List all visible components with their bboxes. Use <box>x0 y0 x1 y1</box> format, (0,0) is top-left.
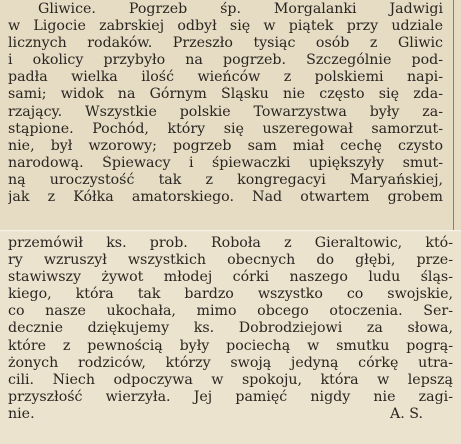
text-line: przemówił ks. prob. Roboła z Gieraltowic, któ- <box>8 235 453 251</box>
text-line: przyszłość wierzyła. Jej pamięć nigdy nie zagi- <box>8 388 453 405</box>
text-line: ną uroczystość tak z kongregacyi Maryańskiej, <box>8 171 443 188</box>
bottom-clipping <box>0 232 461 444</box>
text-line: narodową. Śpiewacy i śpiewaczki upiększyły smut- <box>8 154 443 171</box>
text-line: ry wzruszył wszystkich obecnych do głębi, prze- <box>8 252 453 269</box>
text-line: stawiwszy żywot młodej córki naszego ludu śląs- <box>8 269 453 286</box>
text-line: nie, był wzorowy; pogrzeb sam miał cechę czysto <box>8 137 443 154</box>
text-line: i okolicy przybyło na pogrzeb. Szczególnie pod- <box>8 52 443 69</box>
closing-row <box>8 406 453 423</box>
column-rule <box>453 0 454 232</box>
text-line: decznie dziękujemy ks. Dobrodziejowi za słowa, <box>8 320 453 337</box>
top-paragraph <box>8 0 443 206</box>
bottom-paragraph <box>8 232 453 423</box>
text-line: w Ligocie zabrskiej odbył się w piątek przy udziale <box>8 18 443 35</box>
text-line: żonych rodziców, którzy swoją jedyną córkę utra- <box>8 354 453 371</box>
text-line: sami; widok na Górnym Śląsku nie często się zda- <box>8 86 443 103</box>
text-line: cili. Niech odpoczywa w spokoju, która w lepszą <box>8 371 453 388</box>
text-line: Gliwice. Pogrzeb śp. Morgalanki Jadwigi <box>38 1 443 17</box>
text-line: licznych rodaków. Przeszło tysiąc osób z Gliwic <box>8 35 443 52</box>
text-line: rzający. Wszystkie polskie Towarzystwa były za- <box>8 103 443 120</box>
text-line: co nasze ukochała, mimo obcego otoczenia. Ser- <box>8 303 453 320</box>
closing-word: nie. <box>8 405 35 422</box>
text-line: stąpione. Pochód, który się uszeregował samorzut- <box>8 120 443 137</box>
author-signature: A. S. <box>390 405 423 422</box>
text-line: jak z Kółka amatorskiego. Nad otwartem grobem <box>8 189 443 206</box>
text-line: kiego, która tak bardzo wszystko co swojskie, <box>8 286 453 303</box>
text-line: które z pewnością były pociechą w smutku pogrą- <box>8 337 453 354</box>
text-line: padła wielka ilość wieńców z polskiemi napi- <box>8 69 443 86</box>
